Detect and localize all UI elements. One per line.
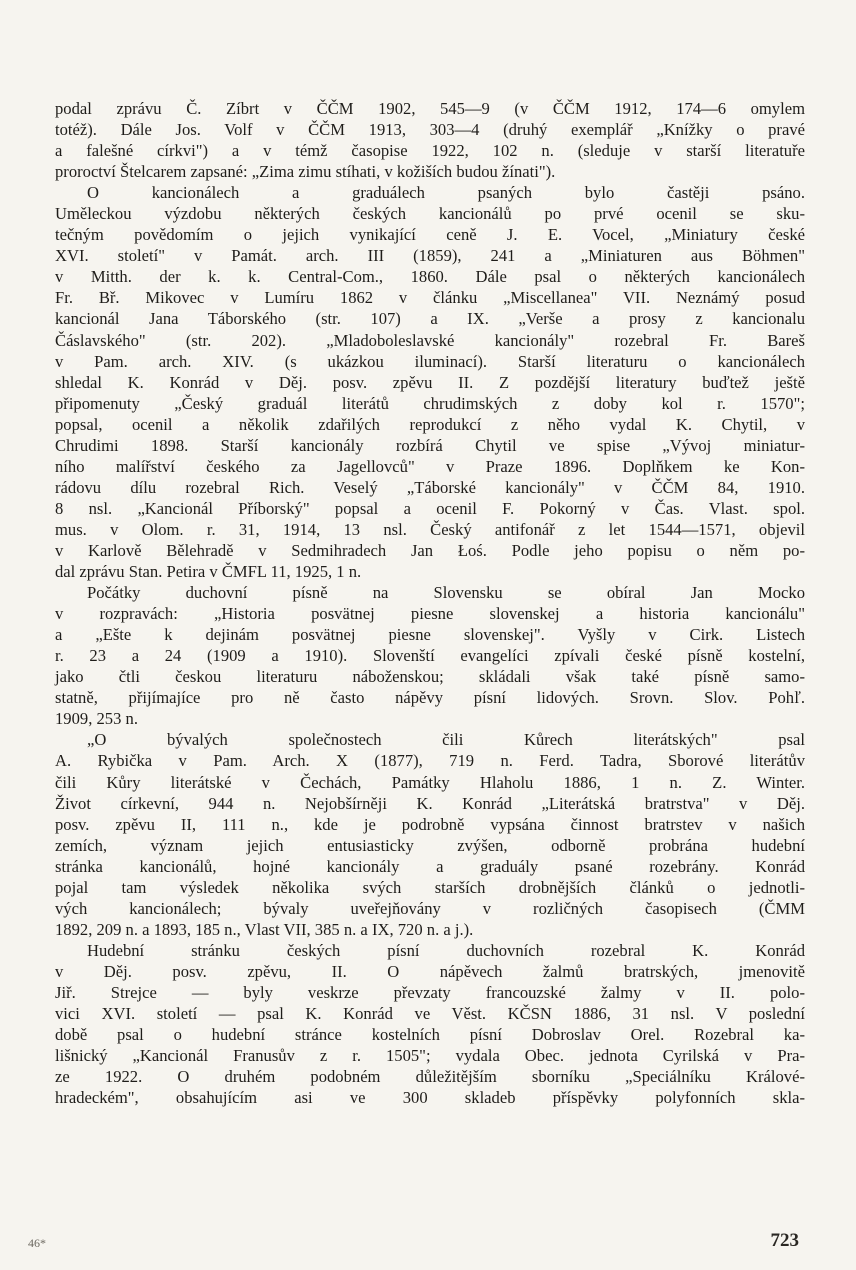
text-line: Čáslavského" (str. 202). „Mladoboleslavské kancionály" rozebral Fr. Bareš — [55, 330, 805, 350]
text-line: totéž). Dále Jos. Volf v ČČM 1913, 303—4 (druhý exemplář „Knížky o pravé — [55, 120, 805, 140]
text-line: vici XVI. století — psal K. Konrád ve Věst. KČSN 1886, 31 nsl. V poslední — [55, 1004, 805, 1024]
text-line: proroctví Štelcarem zapsané: „Zima zimu stíhati, v kožiších budou žínati"). — [55, 162, 556, 182]
page-number: 723 — [770, 1230, 799, 1251]
text-line: v Mitth. der k. k. Central-Com., 1860. Dále psal o některých kancionálech — [55, 267, 805, 287]
text-line: XVI. století" v Památ. arch. III (1859), 241 a „Miniaturen aus Böhmen" — [55, 246, 805, 266]
text-line: Počátky duchovní písně na Slovensku se obíral Jan Mocko — [87, 583, 805, 603]
text-line: čili Kůry literátské v Čechách, Památky Hlaholu 1886, 1 n. Z. Winter. — [55, 772, 805, 792]
text-line: 1892, 209 n. a 1893, 185 n., Vlast VII, 385 n. a IX, 720 n. a j.). — [55, 919, 474, 939]
text-line: v Karlově Bělehradě v Sedmihradech Jan Łoś. Podle jeho popisu o něm po- — [55, 540, 805, 560]
text-line: popsal, ocenil a několik zdařilých reprodukcí z něho vydal K. Chytil, v — [55, 414, 805, 434]
text-line: ního malířství českého za Jagellovců" v Praze 1896. Doplňkem ke Kon- — [55, 456, 805, 476]
text-line: a „Ešte k dejinám posvätnej piesne slovenskej". Vyšly v Cirk. Listech — [55, 625, 805, 645]
text-line: mus. v Olom. r. 31, 1914, 13 nsl. Český antifonář z let 1544—1571, objevil — [55, 519, 805, 539]
text-line: rádovu dílu rozebral Rich. Veselý „Táborské kancionály" v ČČM 84, 1910. — [55, 477, 805, 497]
text-line: stránka kancionálů, hojné kancionály a graduály psané rozebrány. Konrád — [55, 856, 805, 876]
text-line: A. Rybička v Pam. Arch. X (1877), 719 n. Ferd. Tadra, Sborové literátův — [55, 751, 805, 771]
text-line: tečným povědomím o jejich vynikající ceně J. E. Vocel, „Miniatury české — [55, 225, 805, 245]
text-line: Jiř. Strejce — byly veskrze převzaty francouzské žalmy v II. polo- — [55, 982, 805, 1002]
text-line: a falešné církvi") a v témž časopise 1922, 102 n. (sleduje v starší literatuře — [55, 141, 805, 161]
text-line: zemích, význam jejich entusiasticky zvýšen, odborně probrána hudební — [55, 835, 805, 855]
text-line: hradeckém", obsahujícím asi ve 300 skladeb příspěvky polyfonních skla- — [55, 1088, 805, 1108]
text-line: připomenuty „Český graduál literátů chrudimských z doby kol r. 1570"; — [55, 393, 805, 413]
text-line: shledal K. Konrád v Děj. posv. zpěvu II. Z pozdější literatury buďtež ještě — [55, 372, 805, 392]
text-line: Život církevní, 944 n. Nejobšírněji K. Konrád „Literátská bratrstva" v Děj. — [55, 793, 805, 813]
text-line: v Děj. posv. zpěvu, II. O nápěvech žalmů bratrských, jmenovitě — [55, 961, 805, 981]
text-line: v Pam. arch. XIV. (s ukázkou iluminací). Starší literaturu o kancionálech — [55, 351, 805, 371]
body-text — [55, 98, 805, 1108]
text-line: posv. zpěvu II, 111 n., kde je podrobně vypsána činnost bratrstev v našich — [55, 814, 805, 834]
text-line: Fr. Bř. Mikovec v Lumíru 1862 v článku „Miscellanea" VII. Neznámý posud — [55, 288, 805, 308]
text-line: O kancionálech a graduálech psaných bylo častěji psáno. — [87, 183, 805, 203]
text-line: kancionál Jana Táborského (str. 107) a IX. „Verše a prosy z kancionalu — [55, 309, 805, 329]
text-line: jako čtli českou literaturu náboženskou; skládali však také písně samo- — [55, 667, 805, 687]
text-line: lišnický „Kancionál Franusův z r. 1505"; vydala Obec. jednota Cyrilská v Pra- — [55, 1046, 805, 1066]
text-line: podal zprávu Č. Zíbrt v ČČM 1902, 545—9 (v ČČM 1912, 174—6 omylem — [55, 99, 805, 118]
text-line: Chrudimi 1898. Starší kancionály rozbírá Chytil ve spise „Vývoj miniatur- — [55, 435, 805, 455]
text-line: vých kancionálech; bývaly uveřejňovány v rozličných časopisech (ČMM — [55, 898, 805, 918]
text-line: 1909, 253 n. — [55, 709, 138, 729]
text-line: r. 23 a 24 (1909 a 1910). Slovenští evangelíci zpívali české písně kostelní, — [55, 646, 805, 666]
text-line: době psal o hudební stránce kostelních písní Dobroslav Orel. Rozebral ka- — [55, 1025, 805, 1045]
text-line: pojal tam výsledek několika svých starších drobnějších článků o jednotli- — [55, 877, 805, 897]
text-line: v rozpravách: „Historia posvätnej piesne slovenskej a historia kancionálu" — [55, 604, 805, 624]
text-line: „O bývalých společnostech čili Kůrech literátských" psal — [87, 730, 805, 750]
text-line: statně, přijímajíce pro ně často nápěvy písní lidových. Srovn. Slov. Pohľ. — [55, 688, 805, 708]
printer-signature: 46* — [28, 1236, 46, 1250]
text-line: 8 nsl. „Kancionál Příborský" popsal a ocenil F. Pokorný v Čas. Vlast. spol. — [55, 498, 805, 518]
text-line: dal zprávu Stan. Petira v ČMFL 11, 1925, 1 n. — [55, 562, 362, 582]
text-line: Uměleckou výzdobu některých českých kancionálů po prvé ocenil se sku- — [55, 204, 805, 224]
text-line: Hudební stránku českých písní duchovních rozebral K. Konrád — [87, 940, 805, 960]
text-line: ze 1922. O druhém podobném důležitějším sborníku „Speciálníku Králové- — [55, 1067, 805, 1087]
